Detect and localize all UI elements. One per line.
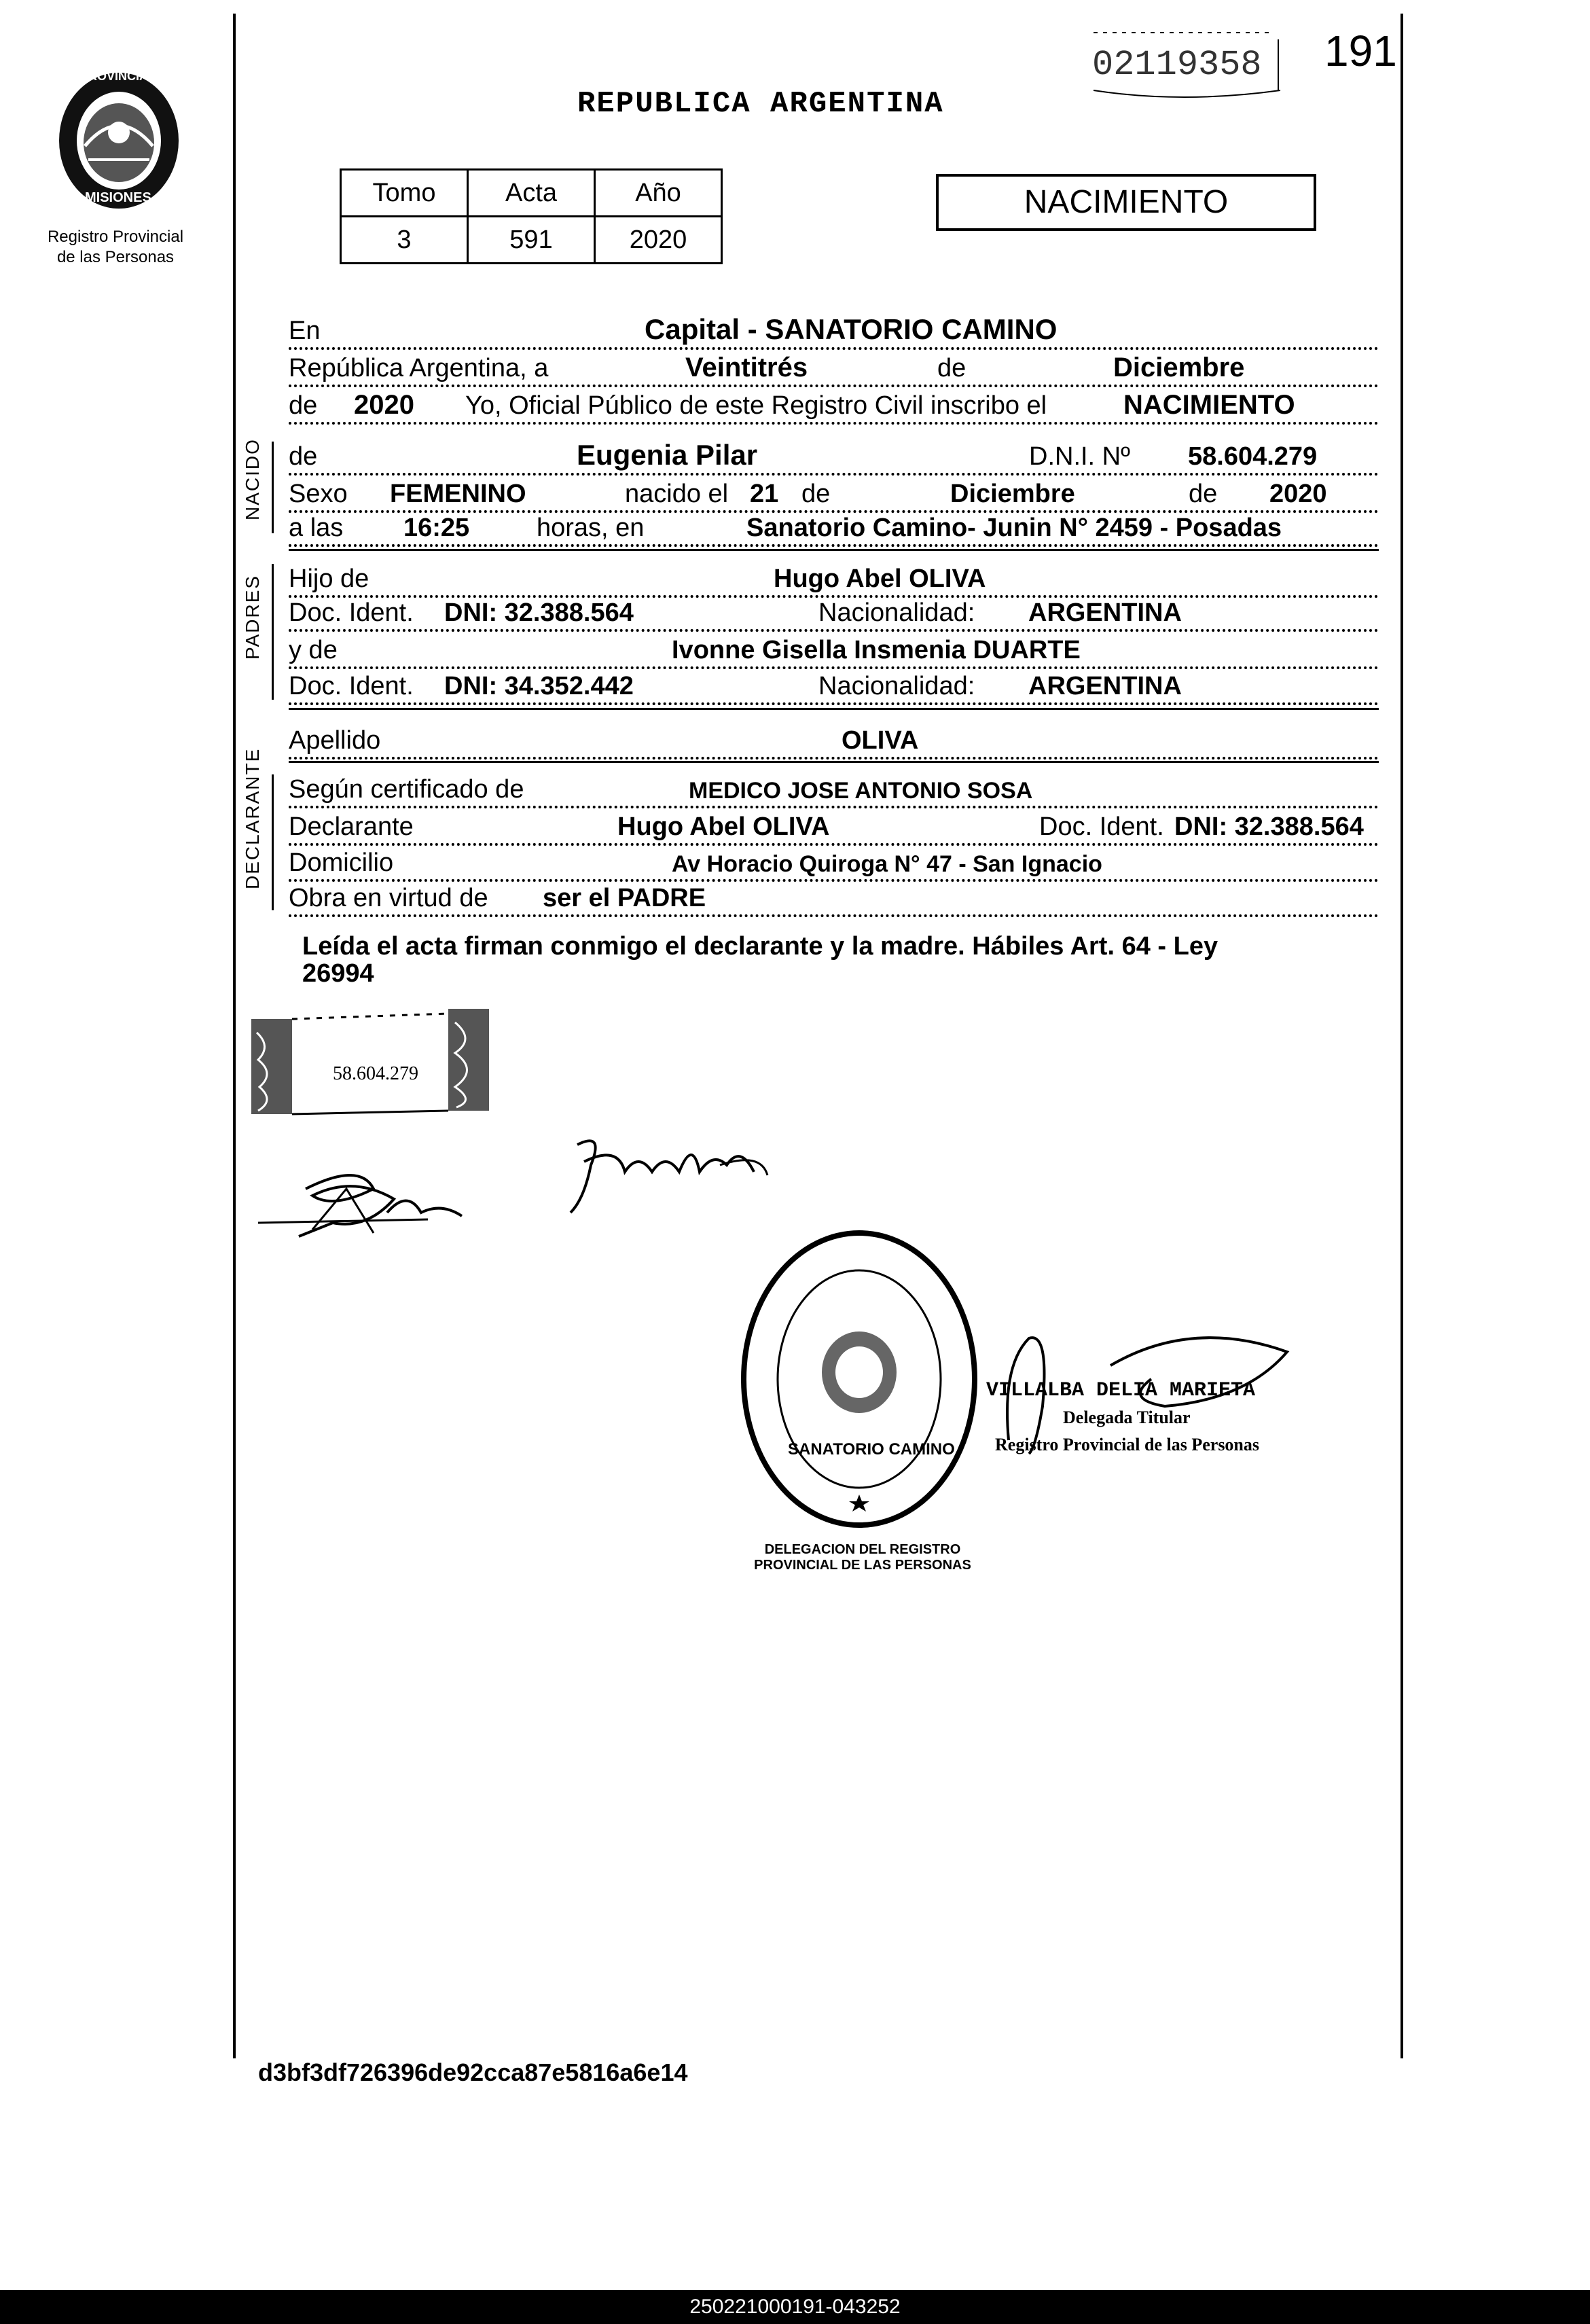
record-table [340,168,723,264]
value-declarante: Hugo Abel OLIVA [615,812,832,842]
record-header-tomo: Tomo [341,170,468,217]
value-domicilio: Av Horacio Quiroga N° 47 - San Ignacio [669,851,1105,878]
label-domicilio: Domicilio [289,848,396,878]
record-table-header-row [341,170,722,217]
label-de-nombre: de [289,442,320,471]
row-domicilio [289,841,1379,882]
value-apellido: OLIVA [839,726,921,755]
seal-ring-text: DELEGACION DEL REGISTRO PROVINCIAL DE LAS PERSONAS [754,1542,971,1573]
record-value-acta: 591 [468,217,595,264]
value-anio-nac: 2020 [1267,480,1330,509]
label-en: En [289,317,323,346]
value-certificado: MEDICO JOSE ANTONIO SOSA [686,778,1035,804]
logo-ring-bottom: MISIONES [85,190,151,205]
value-mes-nac: Diciembre [947,480,1078,509]
value-doc-madre: DNI: 34.352.442 [441,672,636,701]
label-de-anio-nac: de [1189,480,1220,509]
label-de-mes-nac: de [801,480,833,509]
officer-name: VILLALBA DELIA MARIETA [986,1379,1256,1402]
value-doc-declarante: DNI: 32.388.564 [1172,812,1367,842]
officer-office: Registro Provincial de las Personas [995,1435,1260,1454]
side-label-nacido: NACIDO [242,438,263,520]
label-a-las: a las [289,514,346,543]
value-anio: 2020 [351,390,417,421]
value-dia: Veintitrés [683,353,810,383]
serial-number: 02119358 [1092,45,1262,85]
label-declarante: Declarante [289,812,416,842]
officer-role: Delegada Titular [1063,1408,1191,1427]
row-madre [289,628,1379,669]
closing-line-2: 26994 [302,959,374,988]
label-horas-en: horas, en [537,514,647,543]
label-certificado: Según certificado de [289,775,526,804]
madre-signature-icon [564,1124,781,1226]
record-value-anio: 2020 [595,217,722,264]
logo-caption-1: Registro Provincial [47,228,184,246]
label-dni: D.N.I. Nº [1029,442,1133,471]
row-fecha [289,346,1379,387]
value-dia-nac: 21 [747,480,781,509]
record-value-tomo: 3 [341,217,468,264]
label-inscribe: Yo, Oficial Público de este Registro Civil inscribo el [465,391,1049,421]
value-nac-madre: ARGENTINA [1026,672,1185,701]
logo-ring-top: PROVINCIA DE [80,69,168,83]
row-padre-doc [289,591,1379,632]
label-sexo: Sexo [289,480,350,509]
label-doc-padre: Doc. Ident. [289,598,416,628]
seal-inner-text: SANATORIO CAMINO [788,1440,955,1459]
side-label-padres: PADRES [242,574,263,660]
label-nac-madre: Nacionalidad: [818,672,977,701]
divider-nacido [289,549,1379,551]
record-header-anio: Año [595,170,722,217]
divider-apellido [289,761,1379,763]
label-doc-declarante: Doc. Ident. [1039,812,1167,842]
row-inscripcion [289,384,1379,425]
padres-section-rule [272,564,274,700]
value-lugar-nac: Sanatorio Camino- Junin N° 2459 - Posadas [744,514,1284,543]
value-madre: Ivonne Gisella Insmenia DUARTE [669,636,1083,665]
row-apellido [289,719,1379,759]
value-tipo-acta: NACIMIENTO [1121,390,1298,421]
fingerprint-number: 58.604.279 [333,1063,418,1084]
side-label-declarante: DECLARANTE [242,747,263,889]
logo-caption-2: de las Personas [56,248,175,266]
divider-padres [289,708,1379,710]
row-declarante [289,805,1379,846]
label-doc-madre: Doc. Ident. [289,672,416,701]
row-obra [289,876,1379,917]
declarante-signature-icon [251,1148,523,1250]
label-de-mes: de [937,354,969,383]
left-margin-rule [233,14,236,2058]
row-lugar [289,309,1379,350]
row-nombre [289,435,1379,476]
label-apellido: Apellido [289,726,383,755]
value-hora: 16:25 [401,514,472,543]
label-obra: Obra en virtud de [289,884,491,913]
row-certificado [289,768,1379,808]
value-doc-padre: DNI: 32.388.564 [441,598,636,628]
record-header-acta: Acta [468,170,595,217]
value-lugar: Capital - SANATORIO CAMINO [642,313,1060,346]
record-table-value-row [341,217,722,264]
official-seal-icon [734,1223,985,1535]
label-de-anio: de [289,391,320,421]
right-margin-rule [1401,14,1403,2058]
footer-code: 250221000191-043252 [0,2290,1590,2324]
declarante-section-rule [272,774,274,910]
value-mes: Diciembre [1110,353,1247,383]
label-hijo-de: Hijo de [289,565,372,594]
label-nacido-el: nacido el [625,480,731,509]
label-nac-padre: Nacionalidad: [818,598,977,628]
value-padre: Hugo Abel OLIVA [771,565,988,594]
page-number: 191 [1324,26,1397,75]
closing-line-1: Leída el acta firman conmigo el declarante y la madre. Hábiles Art. 64 - Ley [302,932,1218,961]
row-madre-doc [289,664,1379,705]
country-title: REPUBLICA ARGENTINA [577,87,944,121]
value-nombre: Eugenia Pilar [574,439,760,471]
value-sexo: FEMENINO [387,480,529,509]
record-type-box: NACIMIENTO [936,174,1316,231]
label-y-de: y de [289,636,340,665]
value-dni: 58.604.279 [1185,442,1320,471]
value-nac-padre: ARGENTINA [1026,598,1185,628]
label-republica: República Argentina, a [289,354,551,383]
nacido-section-rule [272,442,274,533]
value-obra: ser el PADRE [540,884,708,913]
document-hash: d3bf3df726396de92cca87e5816a6e14 [258,2058,688,2086]
row-hora [289,506,1379,547]
